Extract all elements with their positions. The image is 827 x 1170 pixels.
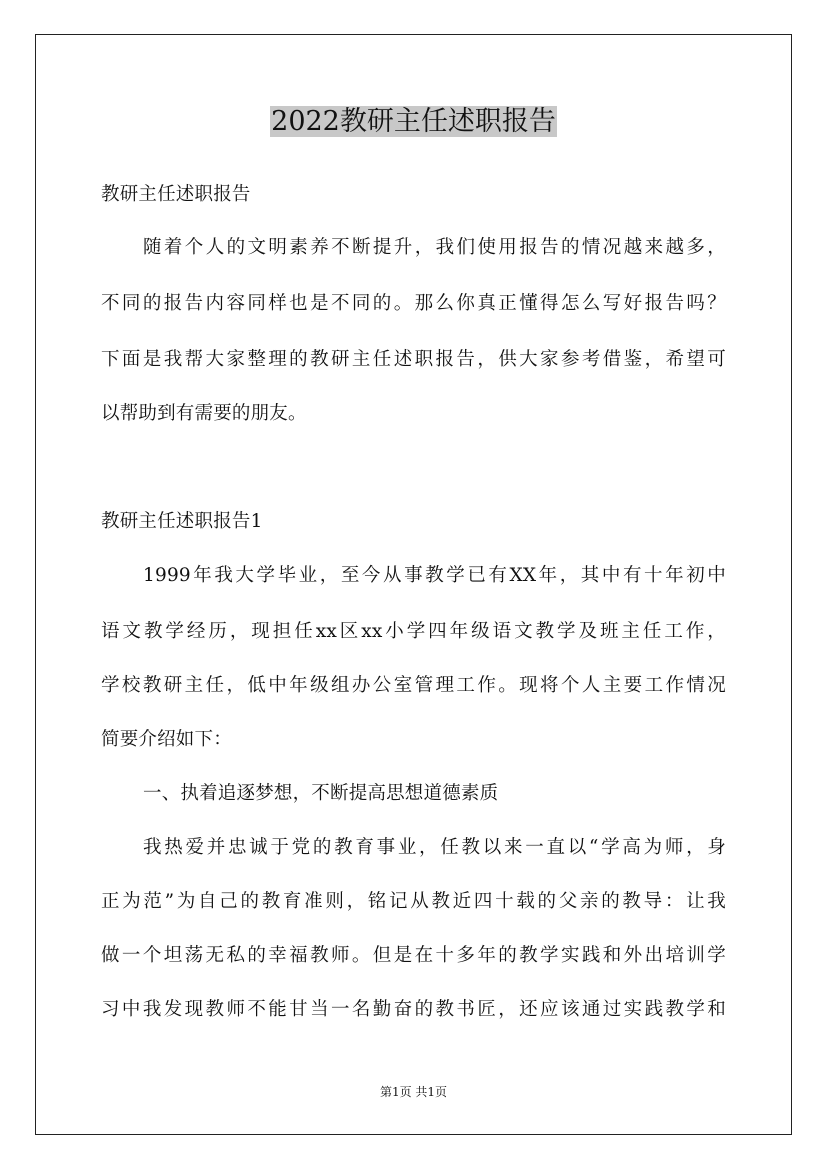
paragraph-line: 以帮助到有需要的朋友。 bbox=[101, 403, 307, 424]
section-heading: 教研主任述职报告1 bbox=[101, 511, 263, 532]
paragraph-line: 不同的报告内容同样也是不同的。那么你真正懂得怎么写好报告吗？ bbox=[101, 293, 726, 314]
page-number-footer: 第1页 共1页 bbox=[379, 1085, 448, 1099]
document-title: 2022教研主任述职报告 bbox=[271, 106, 556, 137]
paragraph-line: 简要介绍如下： bbox=[101, 729, 232, 750]
paragraph-line: 我热爱并忠诚于党的教育事业，任教以来一直以“学高为师，身 bbox=[143, 837, 726, 858]
paragraph-line: 习中我发现教师不能甘当一名勤奋的教书匠，还应该通过实践教学和 bbox=[101, 999, 726, 1020]
paragraph-line: 正为范”为自己的教育准则，铭记从教近四十载的父亲的教导：让我 bbox=[101, 891, 726, 912]
paragraph-line: 下面是我帮大家整理的教研主任述职报告，供大家参考借鉴，希望可 bbox=[101, 349, 726, 370]
subtitle-line: 教研主任述职报告 bbox=[101, 184, 251, 205]
paragraph-line: 做一个坦荡无私的幸福教师。但是在十多年的教学实践和外出培训学 bbox=[101, 945, 726, 966]
paragraph-line: 语文教学经历，现担任xx区xx小学四年级语文教学及班主任工作， bbox=[101, 621, 726, 642]
subheading-line: 一、执着追逐梦想，不断提高思想道德素质 bbox=[143, 783, 499, 804]
paragraph-line: 随着个人的文明素养不断提升，我们使用报告的情况越来越多， bbox=[143, 237, 726, 258]
paragraph-line: 1999年我大学毕业，至今从事教学已有XX年，其中有十年初中 bbox=[143, 565, 726, 586]
paragraph-line: 学校教研主任，低中年级组办公室管理工作。现将个人主要工作情况 bbox=[101, 675, 726, 696]
